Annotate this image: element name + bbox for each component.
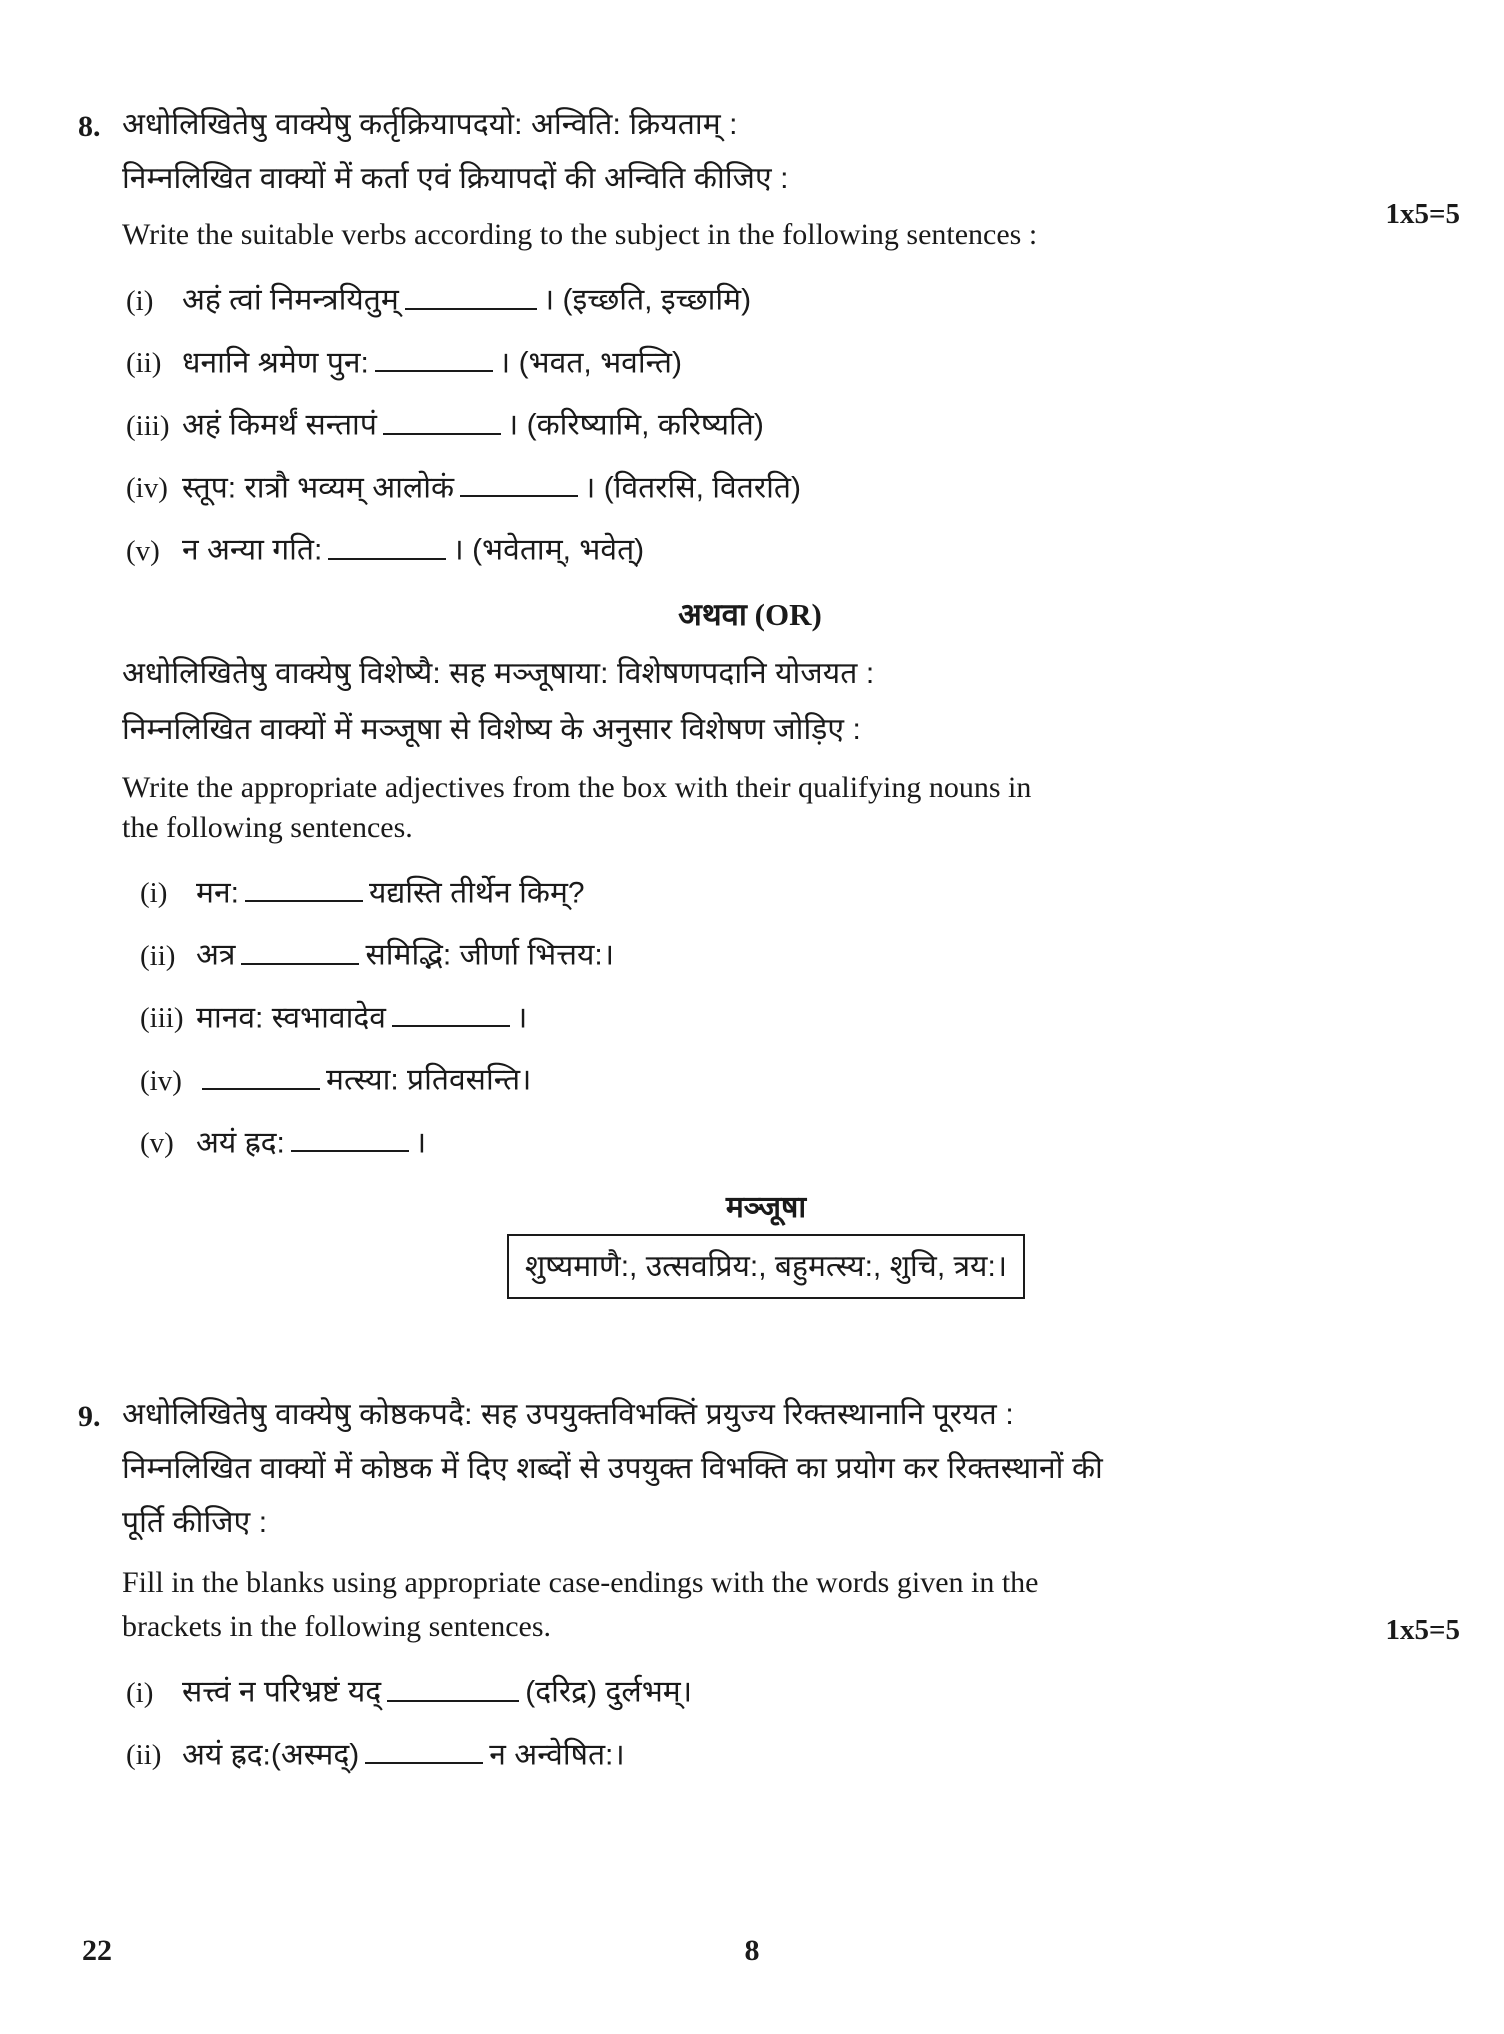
manjusha-container xyxy=(92,1234,1440,1299)
page-number: 8 xyxy=(744,1934,760,1967)
q8-item-after: । (भवत, भवन्ति) xyxy=(498,346,682,379)
q8-item-numeral: (iv) xyxy=(126,472,168,504)
q9-item-after: न अन्वेषित:। xyxy=(489,1738,625,1771)
question-9-number: 9. xyxy=(78,1400,101,1433)
q8-item-numeral: (iii) xyxy=(126,409,170,442)
q8-alt-item xyxy=(122,869,1440,912)
q8-item-before: स्तूप: रात्रौ भव्यम् आलोकं xyxy=(182,471,455,504)
q8-alt-english-instruction-line2: the following sentences. xyxy=(122,810,413,844)
q8-alt-item-text xyxy=(196,869,585,912)
q9-item-numeral: (i) xyxy=(126,1676,154,1709)
answer-blank[interactable] xyxy=(291,1119,409,1153)
q9-item-before: अयं ह्रद:(अस्मद्) xyxy=(182,1738,360,1771)
q8-alt-item-after: यद्यस्ति तीर्थेन किम्? xyxy=(368,876,585,909)
q9-hindi-instruction-line1: निम्नलिखित वाक्यों में कोष्ठक में दिए शब्दों से उपयुक्त विभक्ति का प्रयोग कर रिक्तस्थानों की xyxy=(122,1452,1103,1485)
q8-item xyxy=(122,276,1420,319)
answer-blank[interactable] xyxy=(202,1056,320,1090)
question-9-block xyxy=(60,1398,1460,1793)
q8-item-before: अहं किमर्थं सन्तापं xyxy=(182,408,377,442)
q9-item-text xyxy=(182,1731,625,1774)
q8-item-text xyxy=(182,464,801,507)
answer-blank[interactable] xyxy=(365,1731,483,1765)
page-footer xyxy=(0,1934,1504,1974)
q9-item-text xyxy=(182,1668,692,1711)
q8-alt-item-numeral: (ii) xyxy=(140,939,176,972)
q8-item-text xyxy=(182,526,644,569)
answer-blank[interactable] xyxy=(392,994,510,1028)
q8-alt-item-text xyxy=(196,1056,531,1099)
q8-alt-item-numeral: (v) xyxy=(140,1127,174,1159)
q8-alt-item-after: । xyxy=(515,1001,528,1034)
q8-alt-item-numeral: (iii) xyxy=(140,1002,184,1034)
q8-alt-item-text xyxy=(196,994,527,1037)
q9-item-before: सत्त्वं न परिभ्रष्टं यद् xyxy=(182,1675,382,1709)
q8-item xyxy=(122,464,1420,507)
q8-alt-item xyxy=(122,1119,1440,1162)
or-separator xyxy=(0,593,1440,635)
q8-alt-item-numeral: (i) xyxy=(140,877,168,909)
answer-blank[interactable] xyxy=(328,526,446,560)
q8-alternative-block xyxy=(60,656,1440,1300)
q8-item-numeral: (i) xyxy=(126,284,154,317)
answer-blank[interactable] xyxy=(383,401,501,435)
q8-alt-item-before: अयं ह्रद: xyxy=(196,1126,285,1159)
q8-alt-item-text xyxy=(196,931,614,974)
q8-alt-item-text xyxy=(196,1119,426,1162)
q8-alt-sanskrit-instruction: अधोलिखितेषु वाक्येषु विशेष्यै: सह मञ्जूषाया: विशेषणपदानि योजयत : xyxy=(122,656,875,690)
q8-item-text xyxy=(182,276,751,319)
answer-blank[interactable] xyxy=(245,869,363,903)
q8-item-after: । (करिष्यामि, करिष्यति) xyxy=(506,408,764,442)
answer-blank[interactable] xyxy=(241,931,359,965)
q8-marks: 1x5=5 xyxy=(1385,198,1460,230)
q9-english-instruction-line2: brackets in the following sentences. xyxy=(122,1610,552,1643)
manjusha-title: मञ्जूषा xyxy=(725,1191,807,1224)
q8-alt-item-after: । xyxy=(414,1126,427,1159)
or-label-english: (OR) xyxy=(754,596,822,632)
answer-blank[interactable] xyxy=(460,464,578,498)
q8-english-instruction: Write the suitable verbs according to the subject in the following sentences : xyxy=(122,218,1038,251)
q8-item-before: धनानि श्रमेण पुन: xyxy=(182,346,369,379)
q8-item-after: । (वितरसि, वितरति) xyxy=(584,471,801,504)
question-9-row xyxy=(60,1398,1460,1793)
q8-alt-hindi-instruction: निम्नलिखित वाक्यों में मञ्जूषा से विशेष्य के अनुसार विशेषण जोड़िए : xyxy=(122,712,861,746)
question-8-number: 8. xyxy=(78,110,101,143)
question-9-body xyxy=(122,1398,1460,1793)
q8-item-text xyxy=(182,339,682,382)
q9-english-instruction-line1: Fill in the blanks using appropriate case-endings with the words given in the xyxy=(122,1566,1039,1599)
q8-alt-item xyxy=(122,994,1440,1037)
q9-hindi-instruction-line2: पूर्ति कीजिए : xyxy=(122,1506,268,1539)
q8-item-before: अहं त्वां निमन्त्रयितुम् xyxy=(182,283,399,317)
q8-item-after: । (इच्छति, इच्छामि) xyxy=(542,283,752,317)
q9-item xyxy=(122,1731,1420,1774)
question-8-block xyxy=(60,108,1460,1333)
q8-alt-item-after: समिद्भि: जीर्णा भित्तय:। xyxy=(365,938,615,972)
q8-item-numeral: (v) xyxy=(126,534,160,567)
q8-alt-item xyxy=(122,1056,1440,1099)
q8-item-before: न अन्या गति: xyxy=(182,533,323,567)
question-8-row xyxy=(60,108,1460,589)
q8-item xyxy=(122,526,1420,569)
manjusha-word-box: शुष्यमाणै:, उत्सवप्रिय:, बहुमत्स्य:, शुचि, त्रय:। xyxy=(507,1234,1025,1299)
question-8-body xyxy=(122,108,1460,589)
q9-item-after: (दरिद्र) दुर्लभम्। xyxy=(525,1675,693,1709)
q8-item-after: । (भवेताम्, भवेत्) xyxy=(452,533,645,567)
q8-alt-item-before: मानव: स्वभावादेव xyxy=(196,1001,386,1034)
q8-hindi-instruction: निम्नलिखित वाक्यों में कर्ता एवं क्रियापदों की अन्विति कीजिए : xyxy=(122,162,789,195)
q8-alt-item-numeral: (iv) xyxy=(140,1064,182,1097)
q8-sanskrit-instruction: अधोलिखितेषु वाक्येषु कर्तृक्रियापदयो: अन्विति: क्रियताम् : xyxy=(122,108,738,141)
q9-marks: 1x5=5 xyxy=(1385,1614,1460,1646)
q8-alt-item-before: मन: xyxy=(196,876,239,909)
q8-alt-english-instruction-line1: Write the appropriate adjectives from the box with their qualifying nouns in xyxy=(122,770,1032,804)
q8-item-text xyxy=(182,401,764,444)
q9-sanskrit-instruction: अधोलिखितेषु वाक्येषु कोष्ठकपदै: सह उपयुक्तविभक्तिं प्रयुज्य रिक्तस्थानानि पूरयत : xyxy=(122,1398,1014,1431)
answer-blank[interactable] xyxy=(405,276,537,310)
q8-item xyxy=(122,401,1420,444)
answer-blank[interactable] xyxy=(387,1668,519,1702)
answer-blank[interactable] xyxy=(375,339,493,373)
paper-code: 22 xyxy=(82,1934,112,1967)
q8-item-numeral: (ii) xyxy=(126,347,162,379)
q8-alt-item-before: अत्र xyxy=(196,938,236,972)
q9-item-numeral: (ii) xyxy=(126,1739,162,1771)
or-label-devanagari: अथवा xyxy=(678,596,747,632)
q8-alt-item-after: मत्स्या: प्रतिवसन्ति। xyxy=(326,1063,532,1097)
q8-item xyxy=(122,339,1420,382)
q9-item xyxy=(122,1668,1420,1711)
q8-alt-item xyxy=(122,931,1440,974)
